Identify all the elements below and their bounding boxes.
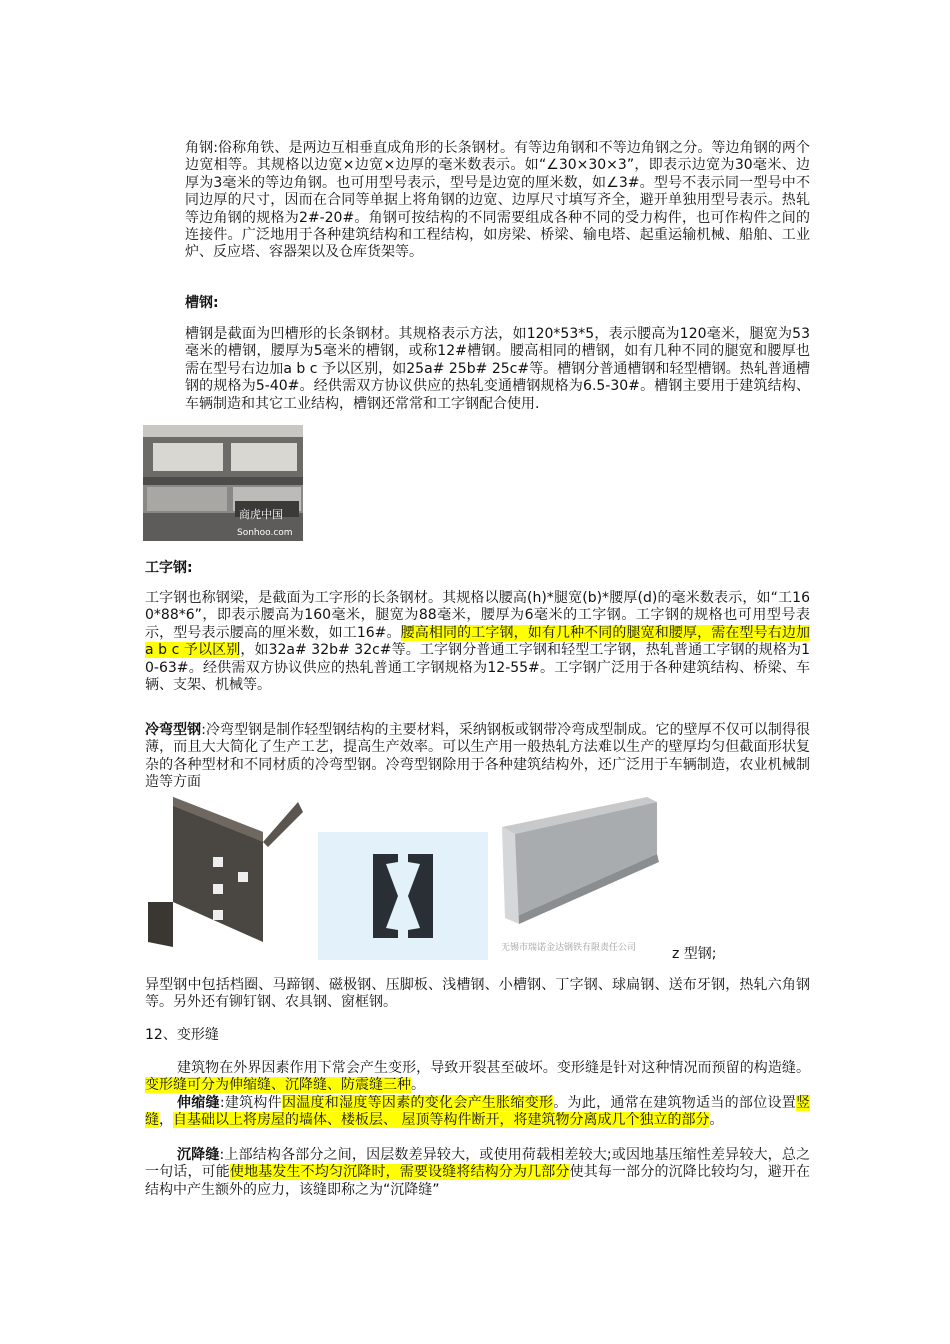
channel-steel-illustration — [143, 425, 303, 541]
i-beam-text-b: ，如32a# 32b# 32c#等。工字钢分普通工字钢和轻型工字钢，热轧普通工字钢的规格为10-63#。经供需双方协议供应的热轧普通工字钢规格为12-55#。工字钢广泛用于各种建筑结构、桥梁、车辆、支架、机械等。 — [145, 642, 811, 694]
i-beam-paragraph — [145, 590, 810, 694]
z-steel-image — [143, 792, 308, 952]
expansion-text-d: 。 — [709, 1112, 724, 1129]
channel-steel-heading-text: 槽钢: — [185, 295, 219, 311]
settlement-joint-paragraph — [145, 1147, 810, 1199]
expansion-joint-paragraph — [145, 1095, 810, 1130]
expansion-text-a: :建筑构件 — [219, 1095, 282, 1111]
deformation-p1-end: 。 — [411, 1077, 425, 1094]
section-12-heading-text: 12、变形缝 — [145, 1027, 219, 1043]
cold-formed-paragraph — [145, 722, 810, 792]
expansion-highlight-3: 自基础以上将房屋的墙体、楼板层、 屋顶等构件断开，将建筑物分离成几个独立的部分 — [173, 1112, 710, 1129]
expansion-highlight-1: 因温度和湿度等因素的变化会产生胀缩变形 — [281, 1095, 554, 1111]
special-steel-text: 异型钢中包括档圈、马蹄钢、磁极钢、压脚板、浅槽钢、小槽钢、丁字钢、球扁钢、送布牙钢，热轧六角钢等。另外还有铆钉钢、农具钢、窗框钢。 — [145, 977, 810, 1011]
c-steel-illustration — [497, 792, 662, 957]
i-beam-heading-text: 工字钢: — [145, 560, 193, 576]
settlement-text-b: 使其每一部分的沉降比较均匀，避开在结构中产生额外的应力，该缝即称之为“沉降缝” — [145, 1164, 811, 1198]
channel-steel-image — [143, 425, 303, 541]
special-steel-paragraph — [145, 977, 810, 1012]
sigma-steel-illustration — [318, 832, 488, 960]
z-steel-caption: z 型钢; — [672, 946, 717, 962]
sigma-steel-image — [318, 832, 488, 960]
expansion-text-c: ， — [159, 1112, 173, 1129]
z-steel-illustration — [143, 792, 308, 952]
channel-steel-paragraph — [185, 326, 810, 413]
channel-image-watermark: 商虎中国 — [239, 508, 283, 521]
deformation-p1-text: 建筑物在外界因素作用下常会产生变形，导致开裂甚至破坏。变形缝是针对这种情况而预留的构造缝。 — [177, 1060, 810, 1076]
i-beam-text-a: 工字钢也称钢梁，是截面为工字形的长条钢材。其规格以腰高(h)*腿宽(b)*腰厚(d)的毫米数表示，如“工160*88*6”，即表示腰高为160毫米，腿宽为88毫米，腰厚为6毫米的工字钢。工字钢的规格也可用型号表示，型号表示腰高的厘米数，如工16#。 — [145, 590, 810, 641]
settlement-text-a: :上部结构各部分之间，因层数差异较大，或使用荷载相差较大;或因地基压缩性差异较大，总之一句话，可能 — [145, 1147, 811, 1181]
i-beam-heading — [145, 560, 810, 577]
cold-formed-heading: 冷弯型钢 — [145, 722, 202, 738]
expansion-highlight-2: 竖缝 — [145, 1095, 811, 1129]
channel-image-watermark-url: Sonhoo.com — [237, 528, 293, 538]
expansion-joint-label: 伸缩缝 — [177, 1095, 220, 1111]
deformation-p1-highlight: 变形缝可分为伸缩缝、沉降缝、防震缝三种 — [145, 1077, 411, 1094]
deformation-joint-p1 — [145, 1060, 810, 1095]
section-12-heading — [145, 1027, 810, 1044]
c-steel-watermark: 无锡市瑞诺金达钢铁有限责任公司 — [501, 943, 637, 953]
c-steel-image — [497, 792, 662, 957]
settlement-joint-label: 沉降缝 — [177, 1147, 220, 1163]
settlement-highlight: 使地基发生不均匀沉降时，需要设缝将结构分为几部分 — [229, 1164, 570, 1181]
cold-formed-text: :冷弯型钢是制作轻型钢结构的主要材料，采纳钢板或钢带冷弯成型制成。它的壁厚不仅可以制得很薄，而且大大简化了生产工艺，提高生产效率。可以生产用一般热轧方法难以生产的壁厚均匀但截面形状复杂的各种型材和不同材质的冷弯型钢。冷弯型钢除用于各种建筑结构外，还广泛用于车辆制造，农业机械制造等方面 — [145, 722, 811, 791]
expansion-text-b: 。为此，通常在建筑物适当的部位设置 — [553, 1095, 797, 1111]
channel-steel-heading — [185, 295, 810, 312]
angle-steel-text: 角钢:俗称角铁、是两边互相垂直成角形的长条钢材。有等边角钢和不等边角钢之分。等边角钢的两个边宽相等。其规格以边宽×边宽×边厚的毫米数表示。如“∠30×30×3”，即表示边宽为30毫米、边厚为3毫米的等边角钢。也可用型号表示，型号是边宽的厘米数，如∠3#。型号不表示同一型号中不同边厚的尺寸，因而在合同等单据上将角钢的边宽、边厚尺寸填写齐全，避开单独用型号表示。热轧等边角钢的规格为2#-20#。角钢可按结构的不同需要组成各种不同的受力构件，也可作构件之间的连接件。广泛地用于各种建筑结构和工程结构，如房梁、桥梁、输电塔、起重运输机械、船舶、工业炉、反应塔、容器架以及仓库货架等。 — [185, 140, 810, 261]
angle-steel-paragraph — [185, 140, 810, 262]
i-beam-highlight: 腰高相同的工字钢，如有几种不同的腿宽和腰厚，需在型号右边加a b c 予以区别 — [145, 624, 811, 659]
channel-steel-text: 槽钢是截面为凹槽形的长条钢材。其规格表示方法，如120*53*5，表示腰高为120毫米，腿宽为53毫米的槽钢，腰厚为5毫米的槽钢，或称12#槽钢。腰高相同的槽钢，如有几种不同的腿宽和腰厚也需在型号右边加a b c 予以区别，如25a# 25b# 25c#等。槽钢分普通槽钢和轻型槽钢。热轧普通槽钢的规格为5-40#。经供需双方协议供应的热轧变通槽钢规格为6.5-30#。槽钢主要用于建筑结构、车辆制造和其它工业结构，槽钢还常常和工字钢配合使用. — [185, 326, 810, 412]
